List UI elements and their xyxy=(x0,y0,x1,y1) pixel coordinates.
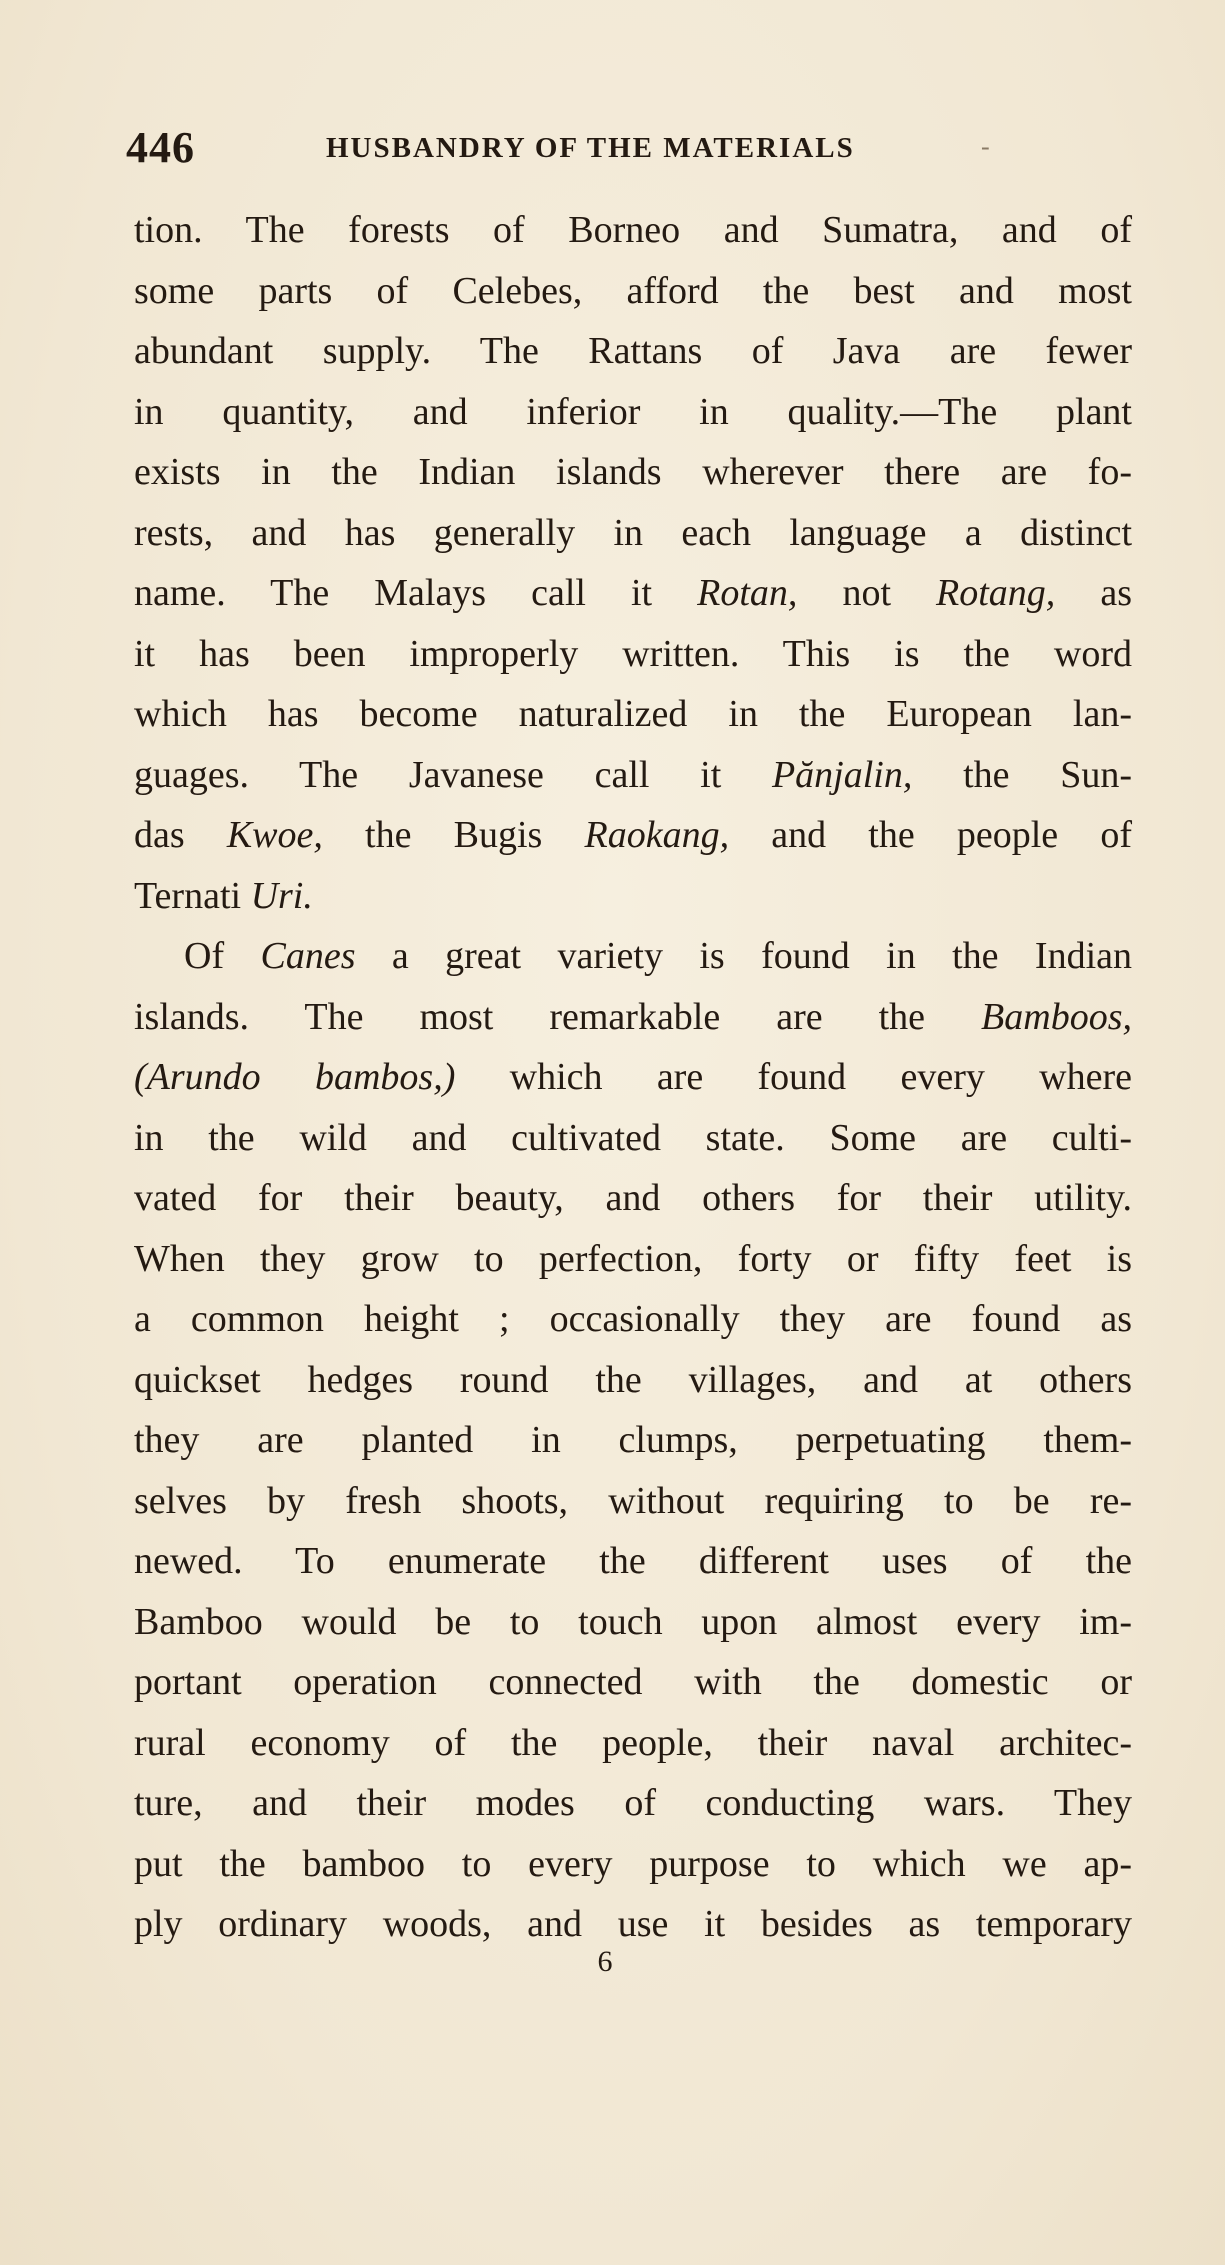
text-line: some parts of Celebes, afford the best and most xyxy=(134,269,1132,312)
text-line: tion. The forests of Borneo and Sumatra, and of xyxy=(134,209,1132,251)
text-line: quickset hedges round the villages, and at others xyxy=(134,1358,1132,1401)
text-line: in quantity, and inferior in quality.—The plant xyxy=(134,390,1132,433)
text-line: When they grow to perfection, forty or fifty feet is xyxy=(134,1237,1132,1280)
text-line: it has been improperly written. This is the word xyxy=(134,632,1132,675)
text-line: Ternati Uri. xyxy=(134,874,313,917)
running-head-mark: - xyxy=(981,132,990,161)
text-line: Bamboo would be to touch upon almost every im- xyxy=(134,1600,1132,1643)
text-line: vated for their beauty, and others for their utility. xyxy=(134,1177,1132,1219)
text-line: which has become naturalized in the European lan- xyxy=(134,693,1132,735)
text-line: ture, and their modes of conducting wars. They xyxy=(134,1782,1132,1824)
text-line: exists in the Indian islands wherever there are fo- xyxy=(134,451,1132,493)
body-text xyxy=(134,200,1132,1955)
text-line: selves by fresh shoots, without requiring to be re- xyxy=(134,1479,1132,1522)
text-line: das Kwoe, the Bugis Raokang, and the people of xyxy=(134,814,1132,856)
text-line: portant operation connected with the domestic or xyxy=(134,1661,1132,1703)
page-number: 446 xyxy=(126,123,195,172)
running-head xyxy=(126,122,1126,174)
running-title: HUSBANDRY OF THE MATERIALS xyxy=(326,132,855,164)
text-line: newed. To enumerate the different uses of the xyxy=(134,1540,1132,1582)
text-line: ply ordinary woods, and use it besides as temporary xyxy=(134,1903,1132,1945)
text-line: they are planted in clumps, perpetuating them- xyxy=(134,1419,1132,1461)
signature-mark: 6 xyxy=(597,1945,613,1978)
text-line: islands. The most remarkable are the Bamboos, xyxy=(134,995,1132,1038)
text-line: Of Canes a great variety is found in the Indian xyxy=(184,935,1132,977)
text-line: abundant supply. The Rattans of Java are fewer xyxy=(134,330,1132,372)
text-line: put the bamboo to every purpose to which we ap- xyxy=(134,1842,1132,1885)
text-line: rural economy of the people, their naval architec- xyxy=(134,1721,1132,1764)
text-line: guages. The Javanese call it Pănjalin, the Sun- xyxy=(134,753,1132,796)
text-line: a common height ; occasionally they are found as xyxy=(134,1298,1132,1340)
text-line: in the wild and cultivated state. Some are culti- xyxy=(134,1116,1132,1159)
text-line: (Arundo bambos,) which are found every where xyxy=(134,1056,1132,1098)
text-line: name. The Malays call it Rotan, not Rotang, as xyxy=(134,572,1132,614)
text-line: rests, and has generally in each language a distinct xyxy=(134,511,1132,554)
